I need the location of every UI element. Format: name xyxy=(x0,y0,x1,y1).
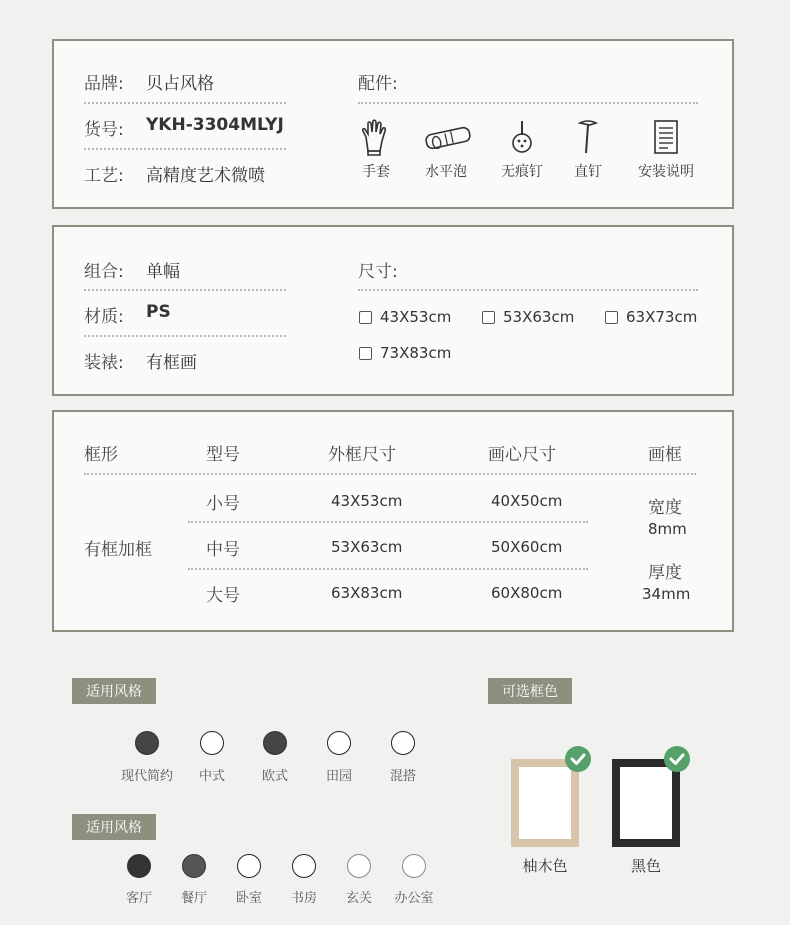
accessories-label: 配件: xyxy=(358,74,398,94)
outer-size-cell: 43X53cm xyxy=(331,492,403,510)
table-header: 外框尺寸 xyxy=(328,445,396,465)
accessory-label: 水平泡 xyxy=(425,164,467,180)
room-label: 餐厅 xyxy=(180,891,207,906)
spec-panel xyxy=(52,225,734,396)
divider xyxy=(358,289,698,291)
styles-tag: 适用风格 xyxy=(72,678,156,704)
brand-label: 品牌: xyxy=(84,74,124,94)
craft-value: 高精度艺术微喷 xyxy=(146,166,265,186)
table-header: 型号 xyxy=(206,445,240,465)
style-label: 田园 xyxy=(325,769,352,784)
model-cell: 中号 xyxy=(206,540,240,560)
frame-width-value: 8mm xyxy=(648,520,687,538)
style-label: 中式 xyxy=(198,769,225,784)
seamless-nail-icon xyxy=(502,117,542,157)
frame-thickness-value: 34mm xyxy=(642,585,691,603)
check-icon xyxy=(565,746,591,772)
level-icon xyxy=(422,117,474,157)
glove-icon xyxy=(356,117,396,157)
room-label: 玄关 xyxy=(345,891,372,906)
sku-value: YKH-3304MLYJ xyxy=(146,115,284,135)
frame-width-label: 宽度 xyxy=(648,498,682,518)
style-indicator xyxy=(135,731,159,755)
room-indicator xyxy=(237,854,261,878)
divider xyxy=(188,568,588,570)
style-label: 混搭 xyxy=(389,769,416,784)
divider xyxy=(84,148,286,150)
room-indicator xyxy=(347,854,371,878)
material-label: 材质: xyxy=(84,307,124,327)
size-checkbox[interactable] xyxy=(605,311,618,324)
room-indicator xyxy=(182,854,206,878)
material-value: PS xyxy=(146,302,171,322)
room-label: 办公室 xyxy=(394,891,434,906)
table-header: 画框 xyxy=(648,445,682,465)
accessory-label: 安装说明 xyxy=(638,164,694,180)
frame-color-label: 柚木色 xyxy=(522,857,568,875)
teak-frame-swatch[interactable] xyxy=(511,759,579,847)
style-label: 现代简约 xyxy=(120,769,173,784)
sku-label: 货号: xyxy=(84,120,124,140)
divider xyxy=(84,473,696,475)
size-option-label: 73X83cm xyxy=(380,344,452,362)
outer-size-cell: 53X63cm xyxy=(331,538,403,556)
divider xyxy=(188,521,588,523)
room-indicator xyxy=(292,854,316,878)
outer-size-cell: 63X83cm xyxy=(331,584,403,602)
straight-nail-icon xyxy=(568,117,608,157)
mount-value: 有框画 xyxy=(146,353,197,373)
divider xyxy=(84,102,286,104)
divider xyxy=(84,335,286,337)
frame-colors-tag: 可选框色 xyxy=(488,678,572,704)
inner-size-cell: 50X60cm xyxy=(491,538,563,556)
rooms-tag: 适用风格 xyxy=(72,814,156,840)
room-indicator xyxy=(127,854,151,878)
size-label: 尺寸: xyxy=(358,262,398,282)
size-option-label: 63X73cm xyxy=(626,308,698,326)
combo-label: 组合: xyxy=(84,262,124,282)
black-frame-swatch[interactable] xyxy=(612,759,680,847)
style-indicator xyxy=(263,731,287,755)
room-indicator xyxy=(402,854,426,878)
craft-label: 工艺: xyxy=(84,166,124,186)
size-checkbox[interactable] xyxy=(482,311,495,324)
table-header: 框形 xyxy=(84,445,118,465)
frame-color-label: 黑色 xyxy=(630,857,661,875)
frame-type-cell: 有框加框 xyxy=(84,540,152,560)
style-indicator xyxy=(327,731,351,755)
model-cell: 大号 xyxy=(206,586,240,606)
room-label: 客厅 xyxy=(125,891,152,906)
inner-size-cell: 40X50cm xyxy=(491,492,563,510)
divider xyxy=(358,102,698,104)
size-option-label: 53X63cm xyxy=(503,308,575,326)
manual-icon xyxy=(646,117,686,157)
table-header: 画心尺寸 xyxy=(488,445,556,465)
size-table-panel xyxy=(52,410,734,632)
check-icon xyxy=(664,746,690,772)
accessory-label: 直钉 xyxy=(574,164,602,180)
style-indicator xyxy=(391,731,415,755)
size-option-label: 43X53cm xyxy=(380,308,452,326)
combo-value: 单幅 xyxy=(146,262,180,282)
mount-label: 装裱: xyxy=(84,353,124,373)
room-label: 书房 xyxy=(290,891,317,906)
brand-value: 贝占风格 xyxy=(146,74,214,94)
product-info-panel xyxy=(52,39,734,209)
inner-size-cell: 60X80cm xyxy=(491,584,563,602)
room-label: 卧室 xyxy=(235,891,262,906)
frame-thickness-label: 厚度 xyxy=(648,563,682,583)
style-label: 欧式 xyxy=(261,769,288,784)
divider xyxy=(84,289,286,291)
model-cell: 小号 xyxy=(206,494,240,514)
size-checkbox[interactable] xyxy=(359,311,372,324)
accessory-label: 手套 xyxy=(362,164,390,180)
style-indicator xyxy=(200,731,224,755)
accessory-label: 无痕钉 xyxy=(501,164,543,180)
size-checkbox[interactable] xyxy=(359,347,372,360)
